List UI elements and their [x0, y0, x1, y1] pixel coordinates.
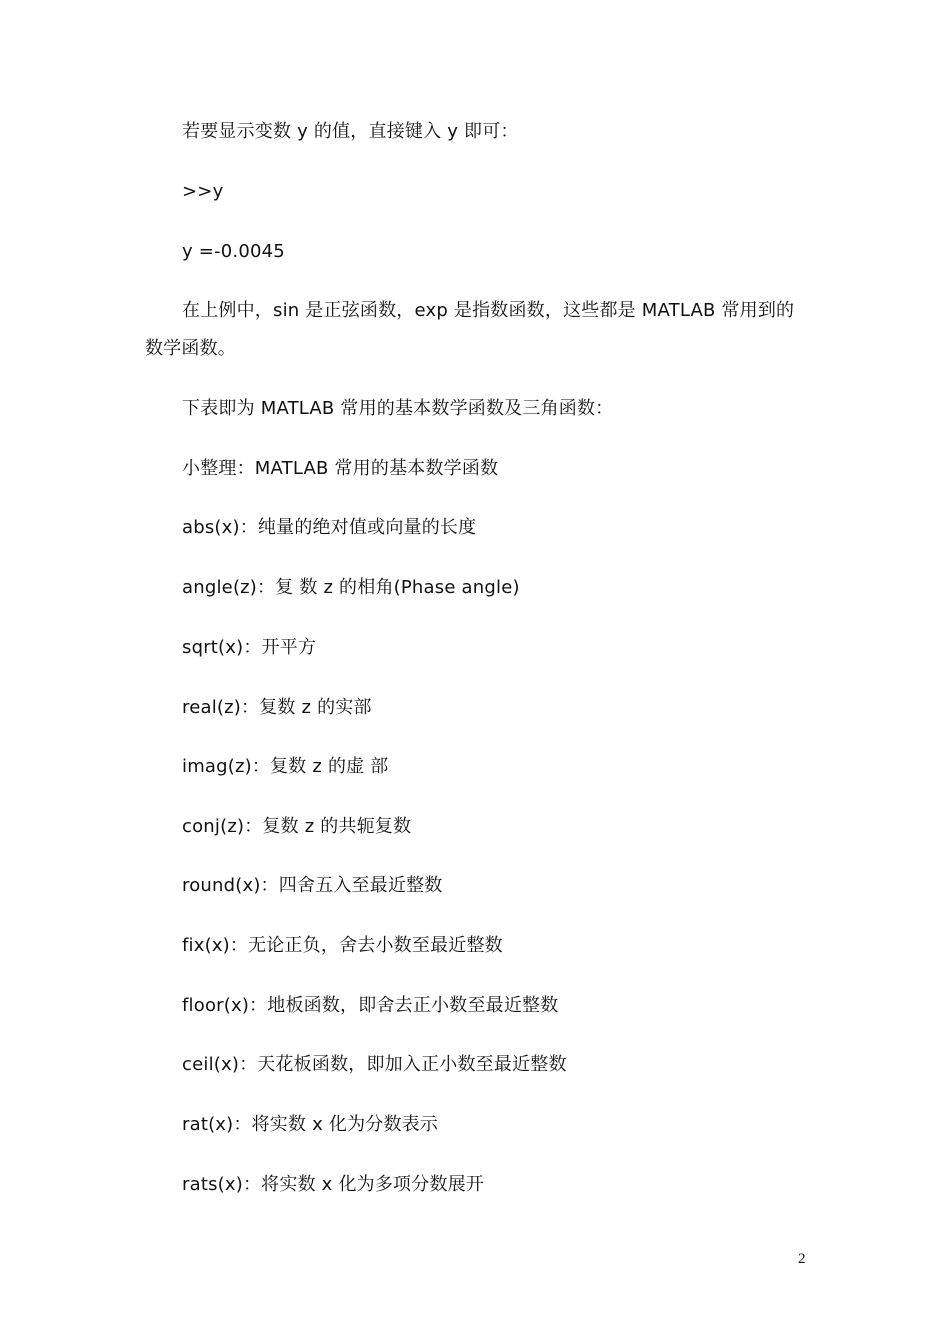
function-floor: floor(x)：地板函数，即舍去正小数至最近整数	[182, 995, 559, 1016]
function-imag: imag(z)：复数 z 的虚 部	[182, 756, 389, 777]
paragraph-example-explanation: 在上例中，sin 是正弦函数，exp 是指数函数，这些都是 MATLAB 常用到的数学函数。	[145, 300, 795, 359]
text-line-table-intro: 下表即为 MATLAB 常用的基本数学函数及三角函数：	[182, 398, 614, 419]
page-number: 2	[798, 1251, 806, 1267]
text-line-prompt: >>y	[182, 181, 224, 202]
function-conj: conj(z)：复数 z 的共轭复数	[182, 816, 412, 837]
text-line-show-variable: 若要显示变数 y 的值，直接键入 y 即可：	[182, 121, 519, 142]
section-heading: 小整理：MATLAB 常用的基本数学函数	[182, 458, 499, 479]
function-rat: rat(x)：将实数 x 化为分数表示	[182, 1114, 439, 1135]
function-sqrt: sqrt(x)：开平方	[182, 637, 317, 658]
function-ceil: ceil(x)：天花板函数，即加入正小数至最近整数	[182, 1054, 567, 1075]
function-abs: abs(x)：纯量的绝对值或向量的长度	[182, 517, 477, 538]
function-real: real(z)：复数 z 的实部	[182, 697, 372, 718]
text-line-output: y =-0.0045	[182, 241, 285, 262]
function-rats: rats(x)：将实数 x 化为多项分数展开	[182, 1174, 485, 1195]
function-fix: fix(x)：无论正负，舍去小数至最近整数	[182, 935, 503, 956]
function-round: round(x)：四舍五入至最近整数	[182, 875, 443, 896]
function-angle: angle(z)：复 数 z 的相角(Phase angle)	[182, 577, 520, 598]
